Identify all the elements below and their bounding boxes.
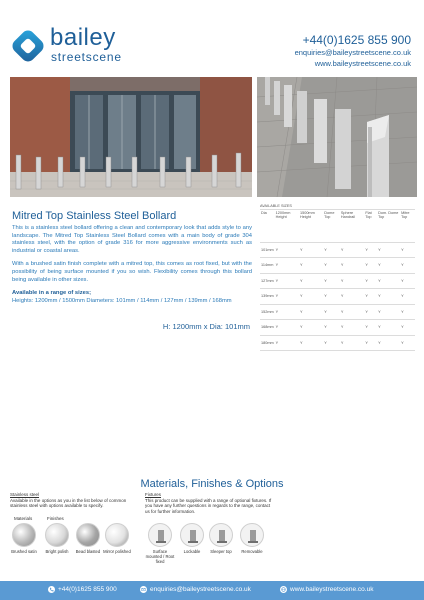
finish-swatch	[105, 523, 129, 547]
spec-cell: Y	[299, 258, 323, 274]
spec-cell: Y	[323, 335, 340, 351]
steel-text: Available in the options as you in the list below of common stainless steel with options available to specify.	[10, 497, 127, 508]
description-paragraph-2: With a brushed satin finish complete with a mitred top, this comes as root fixed, but with the possibility of being surface mounted if you so wish. Flexibility comes through this bollard being available in other sizes.	[12, 261, 252, 283]
spec-cell: Y	[377, 258, 400, 274]
spec-row-diameter: 180mm	[260, 335, 275, 351]
spec-header-cell: Sphere Handrail	[340, 210, 364, 242]
spec-row-diameter: 127mm	[260, 273, 275, 289]
spec-header-cell: Mitre Top	[400, 210, 415, 242]
spec-row-diameter: 168mm	[260, 320, 275, 336]
spec-cell: Y	[400, 273, 415, 289]
spec-row-diameter: 101mm	[260, 242, 275, 258]
spec-cell: Y	[377, 320, 400, 336]
spec-cell: Y	[275, 320, 299, 336]
spec-cell: Y	[299, 304, 323, 320]
spec-cell: Y	[275, 242, 299, 258]
spec-cell: Y	[323, 258, 340, 274]
option-label: Lockable	[183, 549, 201, 554]
spec-cell: Y	[364, 304, 377, 320]
spec-cell: Y	[400, 289, 415, 305]
sizes-text: Heights: 1200mm / 1500mm Diameters: 101mm / 114mm / 127mm / 139mm / 168mm	[12, 297, 232, 304]
footer-web-text: www.baileystreetscene.co.uk	[290, 586, 374, 593]
spec-cell: Y	[400, 242, 415, 258]
finish-swatch-label: Mirror polished	[103, 549, 131, 554]
dimensions-note: H: 1200mm x Dia: 101mm	[162, 322, 250, 331]
finish-swatch-label: Bright polish	[45, 549, 69, 554]
finishes-group-label: Finishes	[47, 516, 64, 521]
spec-header-cell: Flat Top	[364, 210, 377, 242]
option-label: Surface mounted / Root fixed	[145, 549, 175, 564]
spec-cell: Y	[275, 289, 299, 305]
spec-cell: Y	[377, 273, 400, 289]
spec-table-row	[260, 320, 415, 336]
finish-swatch	[76, 523, 100, 547]
spec-cell: Y	[364, 273, 377, 289]
fixtures-label: Fixtures	[145, 492, 162, 497]
spec-header-cell: Dia	[260, 210, 275, 242]
spec-table-row	[260, 304, 415, 320]
spec-cell: Y	[323, 242, 340, 258]
spec-cell: Y	[340, 335, 364, 351]
product-description	[12, 225, 252, 305]
bollard-storefront-photo	[10, 77, 252, 197]
spec-cell: Y	[377, 289, 400, 305]
finish-swatch	[12, 523, 36, 547]
spec-header-cell: 1500mm Height	[299, 210, 323, 242]
spec-row-diameter: 114mm	[260, 258, 275, 274]
spec-cell: Y	[340, 258, 364, 274]
removable-icon	[240, 523, 264, 547]
steel-label: Stainless steel	[10, 492, 40, 497]
spec-cell: Y	[299, 242, 323, 258]
brand-sub: streetscene	[51, 50, 122, 64]
spec-table-row	[260, 289, 415, 305]
website-link[interactable]: www.baileystreetscene.co.uk	[314, 59, 411, 68]
spec-cell: Y	[340, 320, 364, 336]
spec-cell: Y	[275, 335, 299, 351]
spec-cell: Y	[400, 335, 415, 351]
mail-icon	[140, 586, 147, 593]
spec-cell: Y	[299, 335, 323, 351]
materials-group-label: Materials	[14, 516, 33, 521]
finish-swatch-label: Bead blasted	[75, 549, 101, 554]
spec-cell: Y	[299, 273, 323, 289]
spec-table-row	[260, 258, 415, 274]
spec-table-header-row	[260, 210, 415, 242]
spec-cell: Y	[400, 320, 415, 336]
sizes-heading: Available in a range of sizes;	[12, 290, 92, 297]
spec-cell: Y	[299, 320, 323, 336]
globe-icon	[280, 586, 287, 593]
sleeper-top-icon	[209, 523, 233, 547]
header	[0, 0, 424, 76]
finish-swatch	[45, 523, 69, 547]
spec-cell: Y	[400, 304, 415, 320]
spec-header-cell: Dom. Dome Top	[377, 210, 400, 242]
footer-web[interactable]	[280, 586, 373, 593]
spec-cell: Y	[323, 304, 340, 320]
lock-icon	[180, 523, 204, 547]
spec-cell: Y	[377, 242, 400, 258]
spec-cell: Y	[400, 258, 415, 274]
surface-mount-icon	[148, 523, 172, 547]
brand-name: bailey	[50, 24, 116, 51]
footer-phone-text: +44(0)1625 855 900	[58, 586, 117, 593]
spec-header-cell: Dome Top	[323, 210, 340, 242]
product-title: Mitred Top Stainless Steel Bollard	[12, 210, 177, 222]
option-label: Removable	[241, 549, 263, 554]
bailey-logo-icon	[10, 28, 46, 64]
footer-email[interactable]	[140, 586, 251, 593]
materials-title: Materials, Finishes & Options	[140, 478, 284, 490]
spec-cell: Y	[364, 258, 377, 274]
spec-table	[260, 204, 415, 351]
description-paragraph-1: This is a stainless steel bollard offering a clean and contemporary look that adds style to any landscape. The Mitred Top Stainless Steel Bollard comes with a main body of grade 304 stainless steel, with the option of grade 316 for more aggressive environments such as industrial or coastal areas.	[12, 225, 252, 254]
spec-cell: Y	[275, 258, 299, 274]
footer-email-text: enquiries@baileystreetscene.co.uk	[150, 586, 251, 593]
spec-cell: Y	[364, 289, 377, 305]
spec-cell: Y	[364, 335, 377, 351]
spec-cell: Y	[364, 242, 377, 258]
contact-block	[295, 33, 411, 69]
spec-table-row	[260, 242, 415, 258]
fixtures-text: This product can be supplied with a range of optional fixtures. If you have any further questions in regards to the range, contact us for further information.	[145, 497, 272, 514]
spec-cell: Y	[323, 273, 340, 289]
spec-row-diameter: 152mm	[260, 304, 275, 320]
spec-table-row	[260, 335, 415, 351]
finish-swatch-label: Brushed satin	[11, 549, 37, 554]
spec-cell: Y	[340, 304, 364, 320]
spec-table-caption: AVAILABLE SIZES	[260, 204, 415, 210]
spec-cell: Y	[364, 320, 377, 336]
spec-cell: Y	[340, 242, 364, 258]
spec-cell: Y	[323, 289, 340, 305]
phone-number[interactable]: +44(0)1625 855 900	[302, 33, 411, 47]
spec-cell: Y	[340, 289, 364, 305]
footer-phone[interactable]	[48, 586, 117, 593]
spec-cell: Y	[299, 289, 323, 305]
spec-table-body	[260, 242, 415, 351]
option-label: Sleeper top	[210, 549, 232, 554]
spec-cell: Y	[340, 273, 364, 289]
fixtures-info	[145, 492, 275, 514]
spec-cell: Y	[377, 304, 400, 320]
spec-table-row	[260, 273, 415, 289]
steel-info	[10, 492, 130, 509]
phone-icon	[48, 586, 55, 593]
spec-cell: Y	[275, 304, 299, 320]
spec-header-cell: 1200mm Height	[275, 210, 299, 242]
spec-cell: Y	[275, 273, 299, 289]
footer-bar	[0, 581, 424, 600]
spec-cell: Y	[377, 335, 400, 351]
spec-row-diameter: 139mm	[260, 289, 275, 305]
mitred-bollard-closeup-photo	[257, 77, 417, 197]
email-link[interactable]: enquiries@baileystreetscene.co.uk	[294, 48, 411, 57]
spec-cell: Y	[323, 320, 340, 336]
